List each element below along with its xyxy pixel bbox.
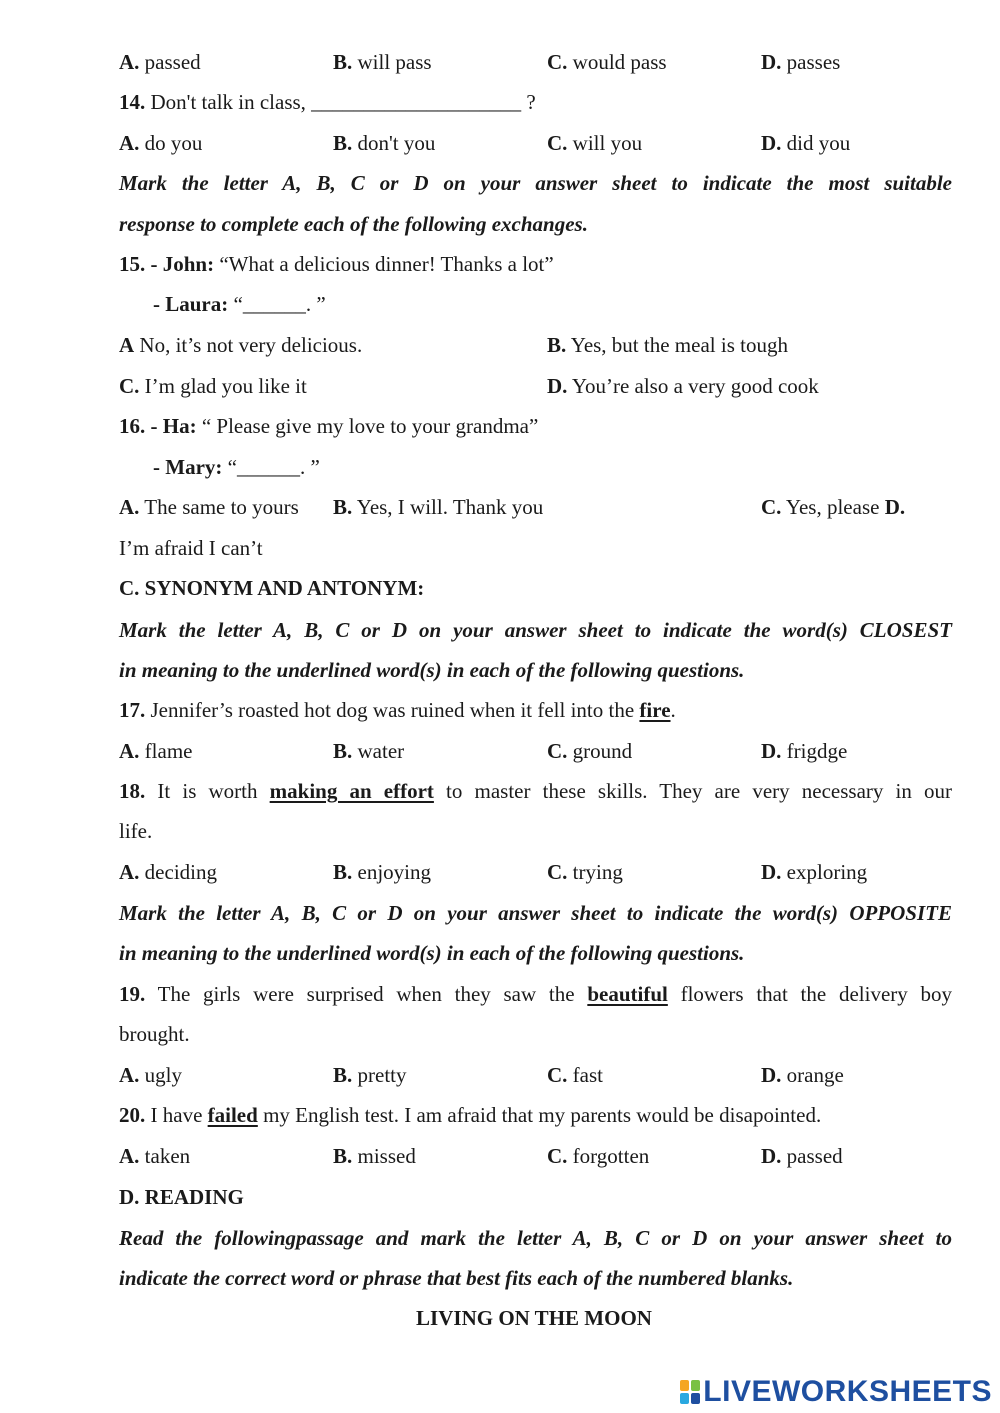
q16-option-d[interactable]: I’m afraid I can’t <box>119 536 263 560</box>
q19-underlined-word: beautiful <box>587 982 668 1006</box>
passage-title: LIVING ON THE MOON <box>416 1306 652 1330</box>
q19-option-d[interactable]: D. orange <box>761 1063 844 1087</box>
q13-option-a[interactable]: A. passed <box>119 50 201 74</box>
reading-instruction-line2: indicate the correct word or phrase that best fits each of the numbered blanks. <box>119 1266 794 1290</box>
q18-underlined-phrase: making an effort <box>269 779 434 803</box>
exchange-instruction-line1: Mark the letter A, B, C or D on your answer sheet to indicate the most suitable <box>119 171 952 195</box>
q18-question-line2: life. <box>119 819 153 843</box>
q13-option-b[interactable]: B. will pass <box>333 50 432 74</box>
q15-option-a[interactable]: A No, it’s not very delicious. <box>119 333 363 357</box>
opposite-instruction-line1: Mark the letter A, B, C or D on your answer sheet to indicate the word(s) OPPOSITE <box>119 901 952 925</box>
q17-question: 17. Jennifer’s roasted hot dog was ruined when it fell into the fire. <box>119 698 676 722</box>
q20-question: 20. I have failed my English test. I am afraid that my parents would be disapointed. <box>119 1103 822 1127</box>
q19-question-line2: brought. <box>119 1022 190 1046</box>
q13-option-c[interactable]: C. would pass <box>547 50 667 74</box>
q18-option-d[interactable]: D. exploring <box>761 860 868 884</box>
q17-option-b[interactable]: B. water <box>333 739 405 763</box>
q14-option-a[interactable]: A. do you <box>119 131 203 155</box>
q16-option-c[interactable]: C. Yes, please D. <box>761 495 906 519</box>
q17-option-c[interactable]: C. ground <box>547 739 633 763</box>
q16-line1: 16. - Ha: “ Please give my love to your grandma” <box>119 414 539 438</box>
q20-option-c[interactable]: C. forgotten <box>547 1144 650 1168</box>
q20-option-a[interactable]: A. taken <box>119 1144 191 1168</box>
q19-question: 19. The girls were surprised when they saw the beautiful flowers that the delivery boy <box>119 982 953 1006</box>
q13-option-d[interactable]: D. passes <box>761 50 841 74</box>
q15-option-b[interactable]: B. Yes, but the meal is tough <box>547 333 788 357</box>
section-c-title: C. SYNONYM AND ANTONYM: <box>119 576 425 600</box>
q18-option-b[interactable]: B. enjoying <box>333 860 432 884</box>
exchange-instruction-line2: response to complete each of the following exchanges. <box>119 212 588 236</box>
q14-question: 14. Don't talk in class, ____________________ ? <box>119 90 536 114</box>
q16-option-a[interactable]: A. The same to yours <box>119 495 299 519</box>
q18-option-c[interactable]: C. trying <box>547 860 623 884</box>
liveworksheets-logo[interactable] <box>679 1375 992 1409</box>
q16-line2: - Mary: “______. ” <box>153 455 320 479</box>
q14-option-b[interactable]: B. don't you <box>333 131 436 155</box>
q18-option-a[interactable]: A. deciding <box>119 860 217 884</box>
liveworksheets-logo-icon <box>679 1378 701 1406</box>
closest-instruction-line2: in meaning to the underlined word(s) in each of the following questions. <box>119 658 745 682</box>
q19-option-a[interactable]: A. ugly <box>119 1063 183 1087</box>
q16-option-b[interactable]: B. Yes, I will. Thank you <box>333 495 544 519</box>
opposite-instruction-line2: in meaning to the underlined word(s) in each of the following questions. <box>119 941 745 965</box>
q17-underlined-word: fire <box>639 698 671 722</box>
q14-option-c[interactable]: C. will you <box>547 131 643 155</box>
logo-text: LIVEWORKSHEETS <box>703 1375 992 1408</box>
section-d-title: D. READING <box>119 1185 244 1209</box>
q19-option-c[interactable]: C. fast <box>547 1063 603 1087</box>
q19-option-b[interactable]: B. pretty <box>333 1063 407 1087</box>
reading-instruction-line1: Read the followingpassage and mark the letter A, B, C or D on your answer sheet to <box>119 1226 952 1250</box>
q20-option-d[interactable]: D. passed <box>761 1144 843 1168</box>
q15-option-d[interactable]: D. You’re also a very good cook <box>547 374 819 398</box>
q15-line2: - Laura: “______. ” <box>153 292 326 316</box>
q15-line1: 15. - John: “What a delicious dinner! Thanks a lot” <box>119 252 554 276</box>
q20-underlined-word: failed <box>207 1103 258 1127</box>
q18-question: 18. It is worth making an effort to master these skills. They are very necessary in our <box>119 779 953 803</box>
q17-option-a[interactable]: A. flame <box>119 739 193 763</box>
q15-option-c[interactable]: C. I’m glad you like it <box>119 374 307 398</box>
closest-instruction-line1: Mark the letter A, B, C or D on your answer sheet to indicate the word(s) CLOSEST <box>119 618 952 642</box>
q14-option-d[interactable]: D. did you <box>761 131 851 155</box>
q17-option-d[interactable]: D. frigdge <box>761 739 848 763</box>
q20-option-b[interactable]: B. missed <box>333 1144 416 1168</box>
